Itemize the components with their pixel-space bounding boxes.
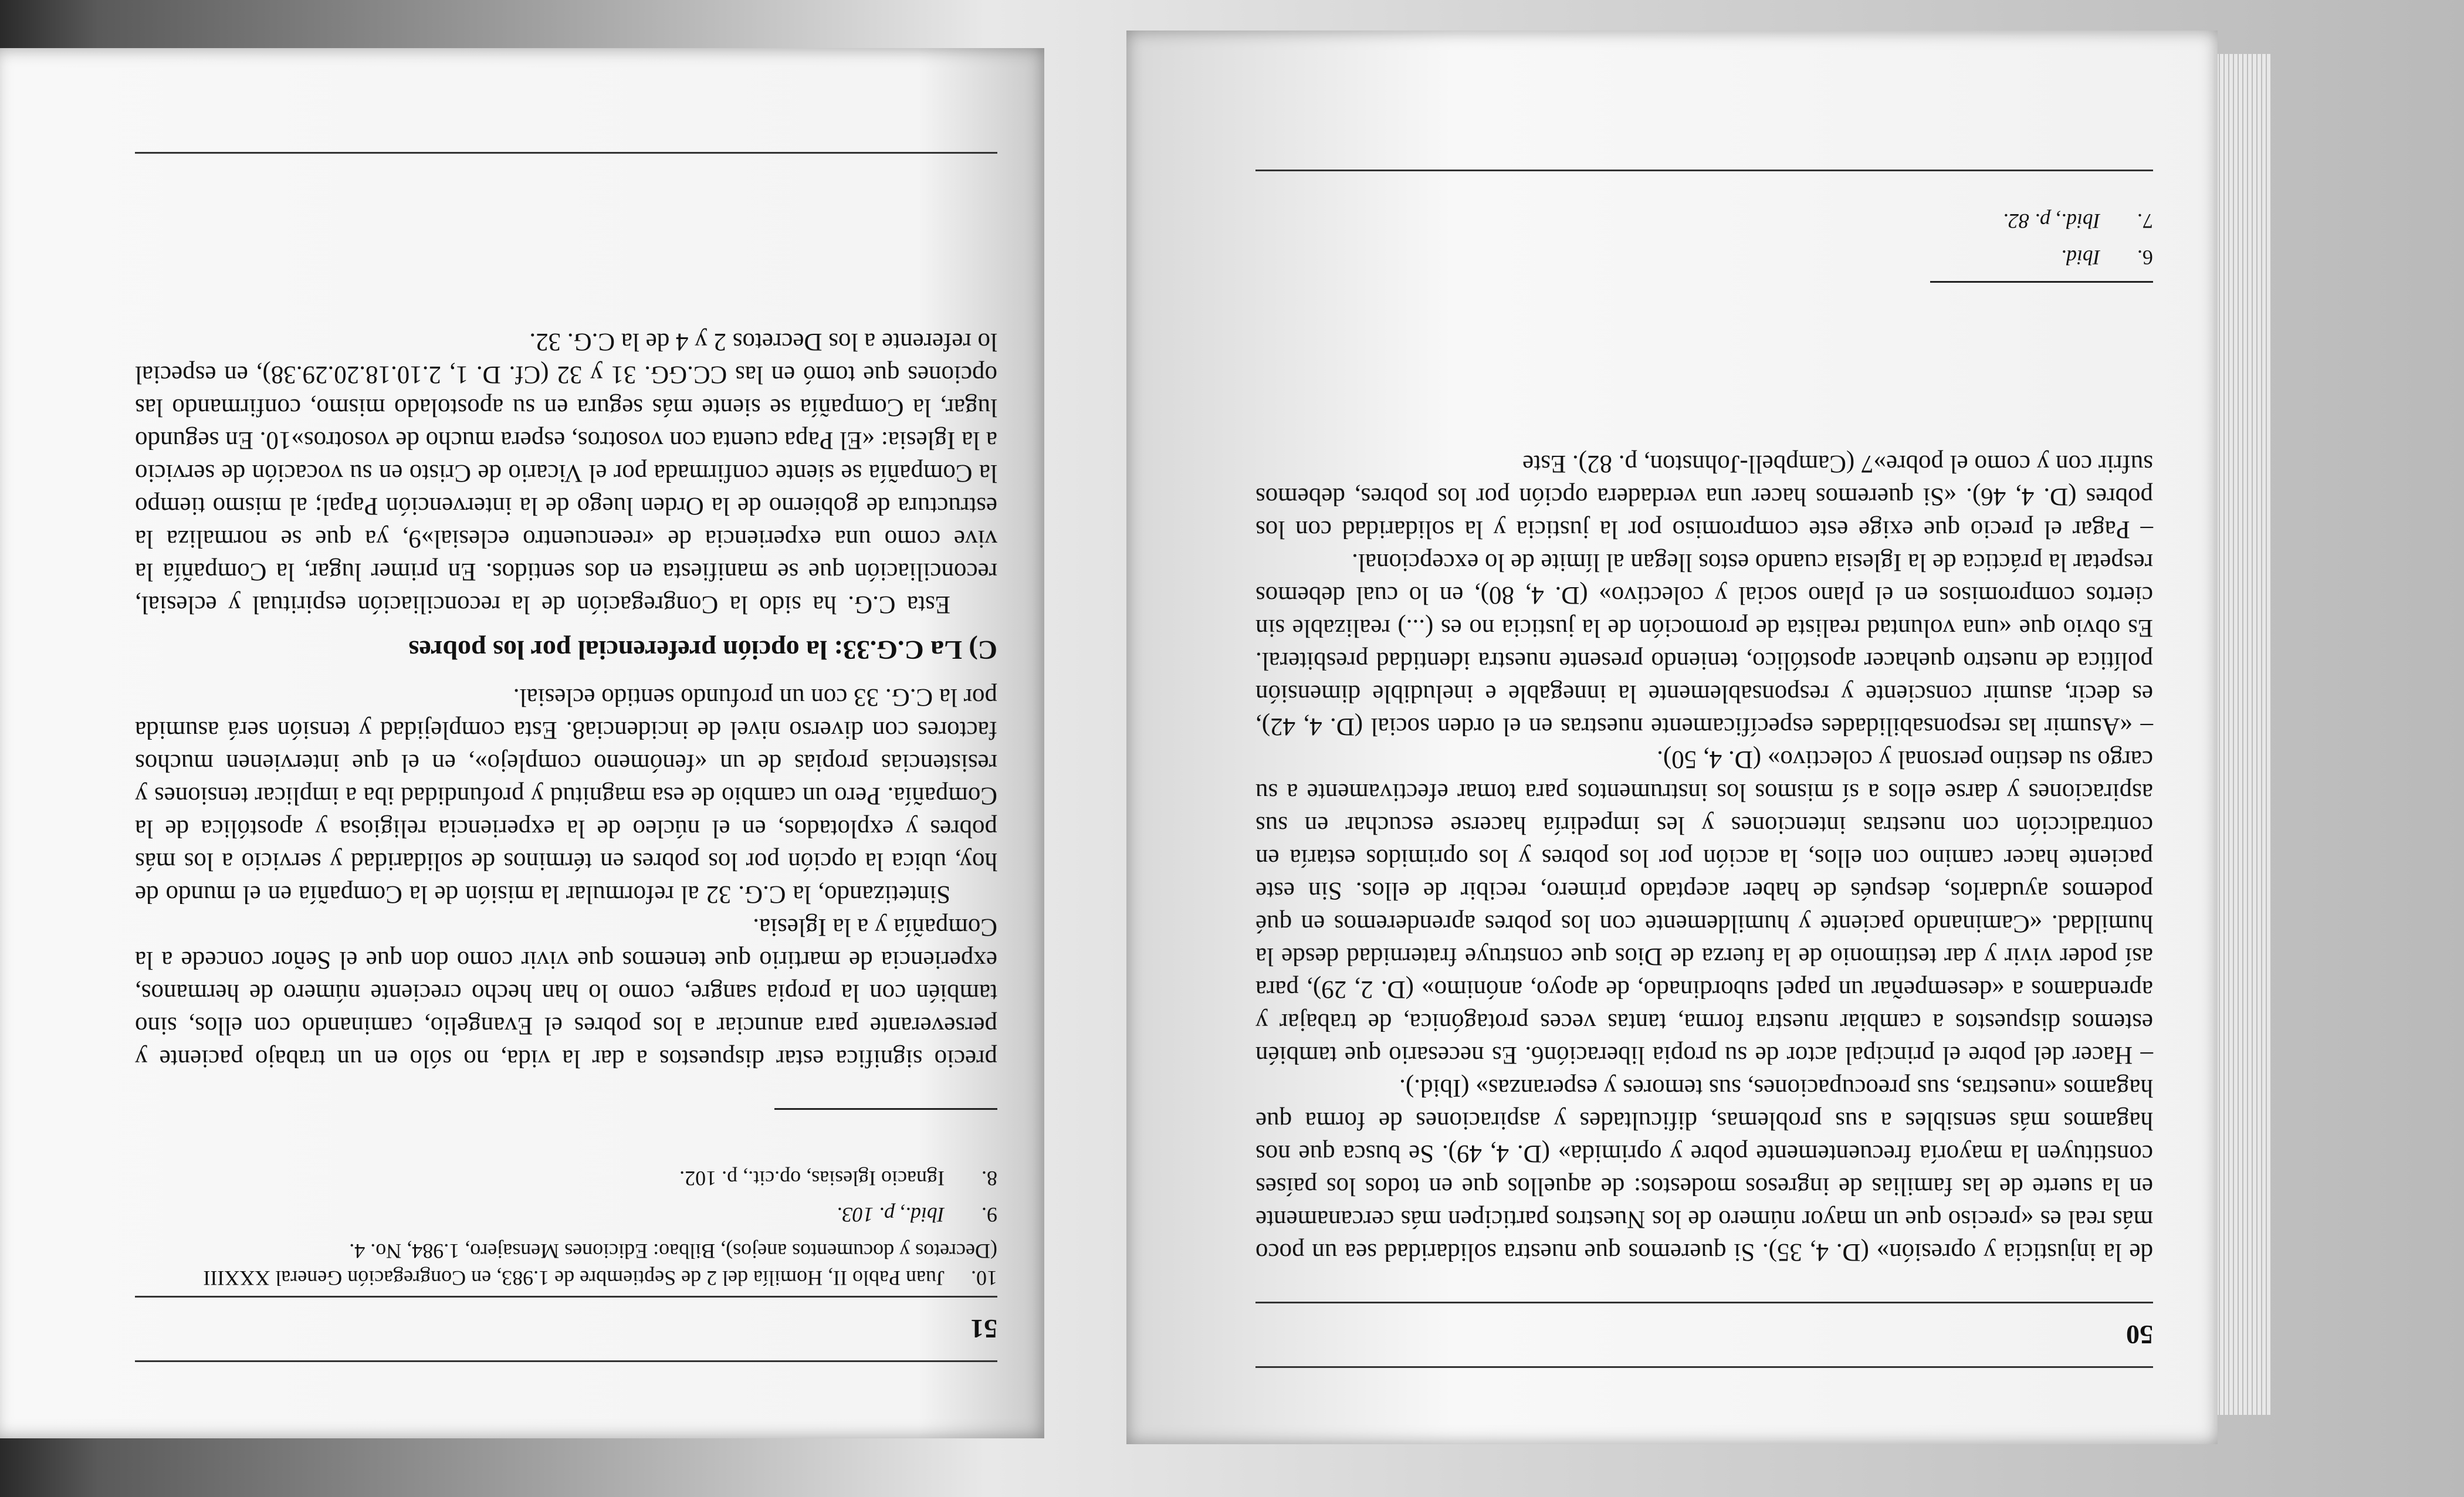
paragraph: Sintetizando, la C.G. 32 al reformular la misión de la Compañía en el mundo de hoy, ubica la opción por los pobres en términos de solidaridad y servicio a los más pobres y explotados, en el núcleo de la experiencia religiosa y apostólica de la Compañía. Pero un cambio de esa magnitud y profundidad iba a implicar tensiones y resistencias propias de un «fenómeno complejo», en el que intervienen muchos factores con diverso nivel de incidencia8. Esta complejidad y tensión será asumida por la C.G. 33 con un profundo sentido eclesial. xyxy=(135,683,997,908)
page-51-footnotes xyxy=(135,1156,997,1292)
page-edges xyxy=(2218,54,2270,1415)
footnote: 10.Juan Pablo II, Homilía del 2 de Septiembre de 1.983, en Congregación General XXXIII (Decretos y documentos anejos), Bilbao: Ediciones Mensajero, 1.984, No. 4. xyxy=(203,1239,997,1290)
footer-rule xyxy=(1255,170,2153,171)
page-number: 50 xyxy=(2126,1320,2153,1350)
paragraph: precio significa estar dispuestos a dar la vida, no sólo en un trabajo paciente y perseverante para anunciar a los pobres el Evangelio, caminando con ellos, sino también con la propia sangre, como lo han hecho creciente número de hermanos, experiencia de martirio que tenemos que vivir como don que el Señor concede a la Compañía y a la Iglesia. xyxy=(135,913,997,1072)
footer-rule xyxy=(135,152,997,154)
paragraph: de la injusticia y opresión» (D. 4, 35). Si queremos que nuestra solidaridad sea un poco más real es «preciso que un mayor número de los Nuestros participen más cercanamente en la suerte de las familias de ingresos modestos: de aquellos que en todos los países constituyen la mayoría frecuentemente pobre y oprimida» (D. 4, 49). Se busca que nos hagamos más sensibles a sus problemas, dificultades y aspiraciones de forma que hagamos «nuestras, sus preocupaciones, sus temores y esperanzas» (Ibid.). xyxy=(1255,1074,2153,1266)
header-rule-lower xyxy=(135,1296,997,1298)
footnote-rule xyxy=(1930,281,2153,283)
page-number: 51 xyxy=(970,1314,997,1344)
footnote: 6.Ibid. xyxy=(2061,246,2153,269)
footnote-rule xyxy=(774,1108,997,1110)
page-51-body xyxy=(135,325,997,1075)
header-rule xyxy=(135,1360,997,1362)
header-rule xyxy=(1255,1366,2153,1368)
section-heading: C) La C.G.33: la opción preferencial por los pobres xyxy=(408,635,997,665)
page-50-body xyxy=(1255,447,2153,1268)
paragraph: – «Asumir las responsabilidades específicamente nuestras en el orden social (D. 4, 42), es decir, asumir consciente y responsablemente la innegable e ineludible dimensión política de nuestro quehacer apostólico, teniendo presente nuestra identidad presbiteral. Es obvio que «una voluntad realista de promoción de la justicia no es (...) realizable sin ciertos compromisos en el plano social y colectivo» (D. 4, 80), en lo cual debemos respetar la práctica de la Iglesia cuando estos llegan al límite de lo excepcional. xyxy=(1255,548,2153,740)
page-51 xyxy=(0,48,1044,1438)
paragraph: Esta C.G. ha sido la Congregación de la reconciliación espiritual y eclesial, reconciliación que se manifiesta en dos sentidos. En primer lugar, la Compañía la vive como una experiencia de «reencuentro eclesial»9, ya que se normaliza la estructura de gobierno de la Orden luego de la intervención Papal; al mismo tiempo la Compañía se siente confirmada por el Vicario de Cristo en su vocación de servicio a la Iglesia: «El Papa cuenta con vosotros, espera mucho de vosotros»10. En segundo lugar, la Compañía se siente más segura en su apostolado mismo, confirmando las opciones que tomó en las CC.GG. 31 y 32 (Cf. D. 1, 2.10.18.20.29.38), en especial lo referente a los Decretos 2 y 4 de la C.G. 32. xyxy=(135,328,997,618)
page-50-footnotes xyxy=(1273,198,2153,271)
footnote: 9.Ibid., p. 103. xyxy=(837,1203,997,1227)
footnote: 7.Ibid., p. 82. xyxy=(2003,209,2153,233)
header-rule-lower xyxy=(1255,1302,2153,1303)
footnote: 8.Ignacio Iglesias, op.cit., p. 102. xyxy=(679,1167,997,1190)
page-50 xyxy=(1126,31,2218,1444)
paragraph: – Pagar el precio que exige este compromiso por la justicia y la solidaridad con los pobres (D. 4, 46). «Si queremos hacer una verdadera opción por los pobres, debemos sufrir con y como el pobre»7 (Campbell-Johnston, p. 82). Este xyxy=(1255,450,2153,543)
paragraph: – Hacer del pobre el principal actor de su propia liberación6. Es necesario que también estemos dispuestos a cambiar nuestra forma, tantas veces protagónica, de trabajar y aprendamos a «desempeñar un papel subordinado, de apoyo, anónimo» (D. 2, 29), para así poder vivir y dar testimonio de la fuerza de Dios que construye fraternidad desde la humildad. «Caminando paciente y humildemente con los pobres aprenderemos en qué podemos ayudarlos, después de haber aceptado primero, recibir de ellos. Sin este paciente hacer camino con ellos, la acción por los pobres y los oprimidos estaría en contradicción con nuestras intenciones y les impediría hacerse escuchar en sus aspiraciones y darse ellos a sí mismos los instrumentos para tomar efectivamente a su cargo su destino personal y colectivo» (D. 4, 50). xyxy=(1255,746,2153,1069)
